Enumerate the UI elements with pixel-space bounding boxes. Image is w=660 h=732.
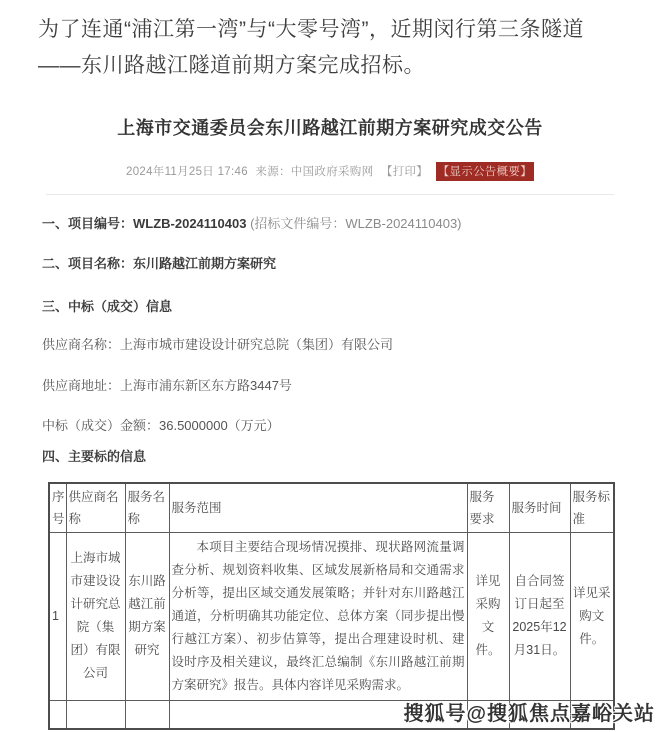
sohu-watermark: 搜狐号@搜狐焦点嘉峪关站 [403,703,655,725]
award-amount-line: 中标（成交）金额：36.5000000（万元） [42,418,280,433]
header-service-requirement: 服务要求 [467,483,509,532]
empty-cell [49,700,66,729]
cell-service-scope: 本项目主要结合现场情况摸排、现状路网流量调查分析、规划资料收集、区域发展新格局和交通需求分析等，提出区域交通发展策略；并针对东川路越江通道，分析明确其功能定位、总体方案（同步提出慢行越江方案）、初步估算等，提出合理建设时机、建设时序及相关建议，最终汇总编制《东川路越江前期方案研究》报告。具体内容详见采购需求。 [169,532,467,700]
section-main-subject-heading: 四、主要标的信息 [42,449,147,464]
section-project-number [42,215,618,232]
header-service-name: 服务名称 [125,483,169,532]
supplier-address-line: 供应商地址：上海市浦东新区东方路3447号 [42,378,292,393]
header-service-time: 服务时间 [509,483,570,532]
empty-cell [125,700,169,729]
main-subject-table [48,482,615,730]
header-service-scope: 服务范围 [169,483,467,532]
print-button[interactable]: 【打印】 [380,166,429,178]
source-label: 来源：中国政府采购网 [255,166,374,178]
header-supplier-name: 供应商名称 [66,483,125,532]
header-service-standard: 服务标准 [570,483,614,532]
bid-doc-number-text: (招标文件编号：WLZB-2024110403) [250,216,462,231]
cell-supplier-name: 上海市城市建设设计研究总院（集团）有限公司 [66,532,125,700]
publish-datetime: 2024年11月25日 17:46 [126,166,248,178]
cell-service-name: 东川路越江前期方案研究 [125,532,169,700]
cell-no: 1 [49,532,66,700]
cell-service-requirement: 详见采购文件。 [467,532,509,700]
header-no: 序号 [49,483,66,532]
project-number-text: 一、项目编号：WLZB-2024110403 [42,216,247,231]
supplier-name-line: 供应商名称：上海市城市建设设计研究总院（集团）有限公司 [42,337,394,352]
section-project-name: 二、项目名称：东川路越江前期方案研究 [42,256,277,271]
table-row [49,532,614,700]
table-header-row [49,483,614,532]
empty-cell [66,700,125,729]
announcement-body [42,215,618,465]
cell-service-standard: 详见采购文件。 [570,532,614,700]
announcement-title: 上海市交通委员会东川路越江前期方案研究成交公告 [117,118,543,138]
section-award-info-heading: 三、中标（成交）信息 [42,299,173,314]
meta-line [0,162,660,181]
divider-line [46,194,614,195]
show-summary-button[interactable]: 【显示公告概要】 [436,162,534,181]
intro-paragraph: 为了连通“浦江第一湾”与“大零号湾”，近期闵行第三条隧道——东川路越江隧道前期方案完成招标。 [38,18,584,77]
cell-service-time: 自合同签订日起至2025年12月31日。 [509,532,570,700]
